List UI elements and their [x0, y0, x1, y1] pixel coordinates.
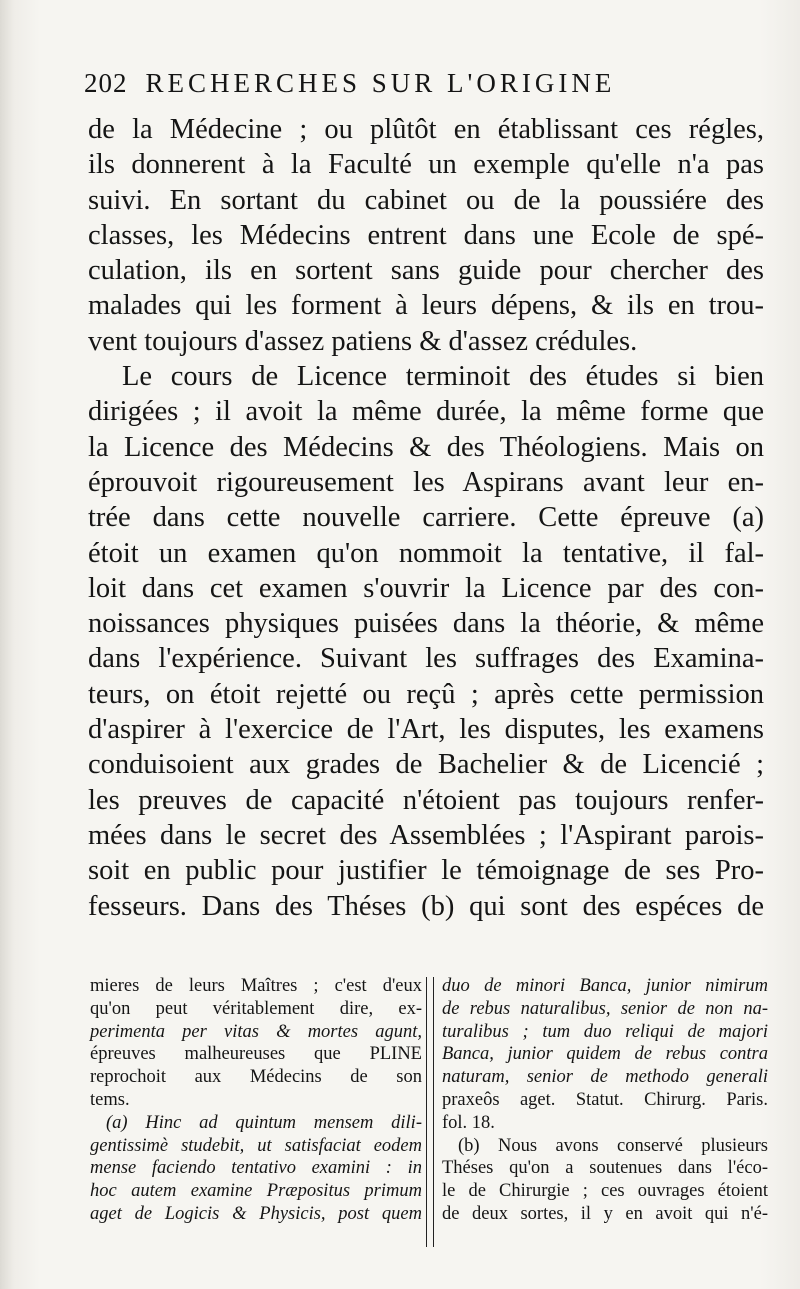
footnote-line: turalibus ; tum duo reliqui de majori	[442, 1021, 768, 1042]
footnote-line: mense faciendo tentativo examini : in	[90, 1158, 422, 1179]
text-line: vent toujours d'assez patiens & d'assez crédules.	[88, 325, 638, 357]
text-line: de la Médecine ; ou plûtôt en établissant ces régles,	[88, 114, 764, 145]
footnote-line: reprochoit aux Médecins de son	[90, 1067, 422, 1088]
text-line: d'aspirer à l'exercice de l'Art, les disputes, les examens	[88, 714, 764, 746]
footnote-line: hoc autem examine Præpositus primum	[90, 1181, 422, 1202]
text-line: dans l'expérience. Suivant les suffrages des Examina-	[88, 643, 764, 675]
footnote-line: (a) Hinc ad quintum mensem dili-	[106, 1112, 422, 1133]
text-line: conduisoient aux grades de Bachelier & de Licencié ;	[88, 749, 764, 781]
page-number: 202	[84, 68, 128, 98]
text-line: culation, ils en sortent sans guide pour chercher des	[88, 255, 764, 287]
footnote-line: épreuves malheureuses que PLINE	[90, 1044, 422, 1065]
text-line: Le cours de Licence terminoit des études si bien	[122, 361, 764, 393]
footnote-line: (b) Nous avons conservé plusieurs	[458, 1135, 768, 1156]
column-divider	[426, 977, 434, 1247]
footnote-line: le de Chirurgie ; ces ouvrages étoient	[442, 1181, 768, 1202]
footnote-line: duo de minori Banca, junior nimirum	[442, 976, 768, 996]
text-line: soit en public pour justifier le témoignage de ses Pro-	[88, 855, 764, 887]
text-line: loit dans cet examen s'ouvrir la Licence par des con-	[88, 572, 764, 604]
text-line: ils donnerent à la Faculté un exemple qu'elle n'a pas	[88, 149, 764, 181]
footnote-line: perimenta per vitas & mortes agunt,	[90, 1021, 422, 1042]
footnote-line: tems.	[90, 1089, 130, 1110]
footnote-column-right	[442, 975, 768, 1226]
running-head	[84, 68, 724, 99]
text-line: dirigées ; il avoit la même durée, la même forme que	[88, 396, 764, 428]
footnote-line: fol. 18.	[442, 1112, 495, 1133]
footnote-line: mieres de leurs Maîtres ; c'est d'eux	[90, 976, 422, 996]
text-line: trée dans cette nouvelle carriere. Cette épreuve (a)	[88, 502, 764, 534]
footnote-line: gentissimè studebit, ut satisfaciat eodem	[90, 1135, 422, 1156]
footnote-line: de deux sortes, il y en avoit qui n'é-	[442, 1203, 768, 1224]
text-line: fesseurs. Dans des Théses (b) qui sont des espéces de	[88, 890, 764, 922]
text-line: noissances physiques puisées dans la théorie, & même	[88, 608, 764, 640]
footnote-column-left	[90, 975, 422, 1226]
text-line: étoit un examen qu'on nommoit la tentative, il fal-	[88, 537, 764, 569]
text-line: mées dans le secret des Assemblées ; l'Aspirant parois-	[88, 819, 764, 851]
main-text	[88, 112, 764, 924]
text-line: classes, les Médecins entrent dans une Ecole de spé-	[88, 219, 764, 251]
text-line: éprouvoit rigoureusement les Aspirans avant leur en-	[88, 466, 764, 498]
text-line: la Licence des Médecins & des Théologiens. Mais on	[88, 431, 764, 463]
text-line: les preuves de capacité n'étoient pas toujours renfer-	[88, 784, 764, 816]
text-line: teurs, on étoit rejetté ou reçû ; après cette permission	[88, 678, 764, 710]
footnote-line: praxeôs aget. Statut. Chirurg. Paris.	[442, 1089, 768, 1110]
footnote-line: qu'on peut véritablement dire, ex-	[90, 998, 422, 1019]
text-line: malades qui les forment à leurs dépens, & ils en trou-	[88, 290, 764, 322]
text-line: suivi. En sortant du cabinet ou de la poussiére des	[88, 184, 764, 216]
footnotes	[86, 975, 766, 1255]
footnote-line: Théses qu'on a soutenues dans l'éco-	[442, 1158, 768, 1179]
running-title: RECHERCHES SUR L'ORIGINE	[145, 68, 616, 98]
footnote-line: Banca, junior quidem de rebus contra	[442, 1044, 768, 1065]
footnote-line: aget de Logicis & Physicis, post quem	[90, 1203, 422, 1224]
footnote-line: de rebus naturalibus, senior de non na-	[442, 998, 768, 1019]
footnote-line: naturam, senior de methodo generali	[442, 1067, 768, 1088]
